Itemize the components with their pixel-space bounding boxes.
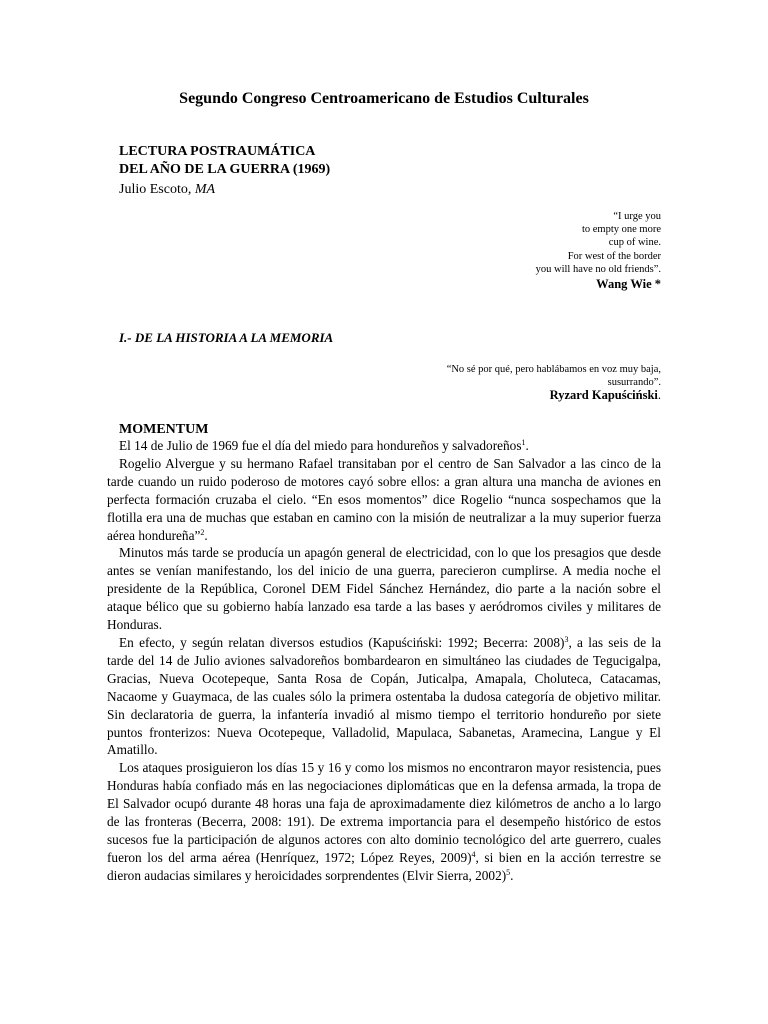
epigraph-quote [536, 210, 661, 276]
epigraph-line: to empty one more [581, 224, 661, 236]
subheading: MOMENTUM [119, 422, 209, 437]
paragraph [107, 437, 661, 455]
epigraph-line: “No sé por qué, pero hablábamos en voz muy baja, [446, 364, 661, 375]
epigraph-quote-2 [447, 363, 661, 389]
epigraph-line: For west of the border [567, 250, 661, 262]
article-title [119, 143, 330, 179]
body-text [107, 437, 661, 885]
paragraph [107, 759, 661, 884]
epigraph-author: Wang Wie * [596, 277, 661, 291]
paragraph-text: El 14 de Julio de 1969 fue el día del miedo para hondureños y salvadoreños [119, 438, 522, 453]
footnote-ref[interactable]: 4 [471, 849, 476, 859]
paragraph-text: En efecto, y según relatan diversos estudios (Kapuściński: 1992; Becerra: 2008) [119, 634, 565, 650]
epigraph-line: you will have no old friends”. [535, 263, 661, 275]
conference-title: Segundo Congreso Centroamericano de Estudios Culturales [179, 90, 589, 107]
paragraph-text: Rogelio Alvergue y su hermano Rafael transitaban por el centro de San Salvador a las cinco de la tarde cuando un ruido poderoso de motores cayó sobre ellos: a gran altura una mancha de aviones en perfecta formación cruzaba el cielo. “En esos momentos” dice Rogelio “nunca sospechamos que la flotilla era una de muchas que estaban en camino con la misión de neutralizar a la muy superior fuerza aérea hondureña” [107, 455, 661, 543]
paragraph-end: . [525, 438, 529, 453]
epigraph-author-period: . [657, 388, 661, 402]
epigraph-author-2 [550, 388, 661, 403]
author-name: Julio Escoto, [119, 182, 195, 197]
paragraph-text: Los ataques prosiguieron los días 15 y 16 y como los mismos no encontraron mayor resistencia, pues Honduras había confiado más en las negociaciones diplomáticas que en la defensa armada, la tropa de El Salvador ocupó durante 48 horas una faja de aproximadamente diez kilómetros de ancho a lo largo de las fronteras (Becerra, 2008: 191). De extrema importancia para el desempeño histórico de estos sucesos fue la participación de algunos actores con alto dominio tecnológico del arte guerrero, cuales fueron los del arma aérea (Henríquez, 1972; López Reyes, 2009) [107, 760, 661, 865]
paragraph [107, 634, 661, 759]
article-title-line-1: LECTURA POSTRAUMÁTICA [119, 144, 316, 159]
author-degree: MA [194, 182, 216, 197]
epigraph-line: cup of wine. [608, 237, 661, 249]
paragraph [107, 455, 661, 545]
epigraph-line: “I urge you [613, 211, 661, 222]
footnote-ref[interactable]: 3 [564, 634, 569, 644]
paragraph: Minutos más tarde se producía un apagón general de electricidad, con lo que los presagios que desde antes se venían manifestando, los del inicio de una guerra, parecieron cumplirse. A media noche el presidente de la República, Coronel DEM Fidel Sánchez Hernández, dio parte a la nación sobre el ataque bélico que su gobierno había lanzado esa tarde a las bases y aeródromos civiles y militares de Honduras. [107, 545, 661, 633]
article-title-line-2: DEL AÑO DE LA GUERRA (1969) [119, 162, 331, 177]
paragraph-text: , a las seis de la tarde del 14 de Julio aviones salvadoreños bombardearon en simultáneo las ciudades de Tegucigalpa, Gracias, Nueva Ocotepeque, Santa Rosa de Copán, Juticalpa, Amapala, Choluteca, Catacamas, Nacaome y Guaymaca, de las cuales sólo la primera ostentaba la dudosa categoría de objetivo militar. Sin declaratoria de guerra, la infantería invadió al mismo tiempo el territorio hondureño por siete puntos fronterizos: Nueva Ocotepeque, Valladolid, Mapulaca, Sabanetas, Aramecina, Langue y El Amatillo. [107, 634, 661, 758]
section-title: I.- DE LA HISTORIA A LA MEMORIA [119, 330, 334, 345]
paragraph-text: , si bien en la acción terrestre se dieron audacias similares y heroicidades sorprendentes (Elvir Sierra, 2002) [107, 849, 661, 883]
footnote-ref[interactable]: 2 [200, 527, 205, 537]
footnote-ref[interactable]: 5 [506, 867, 511, 877]
article-author [119, 182, 215, 198]
paragraph-end: . [204, 527, 208, 543]
paragraph-end: . [510, 867, 514, 883]
epigraph-author-name: Ryzard Kapuściński [549, 388, 658, 402]
epigraph-line: susurrando”. [607, 377, 661, 389]
footnote-ref[interactable]: 1 [521, 438, 526, 447]
